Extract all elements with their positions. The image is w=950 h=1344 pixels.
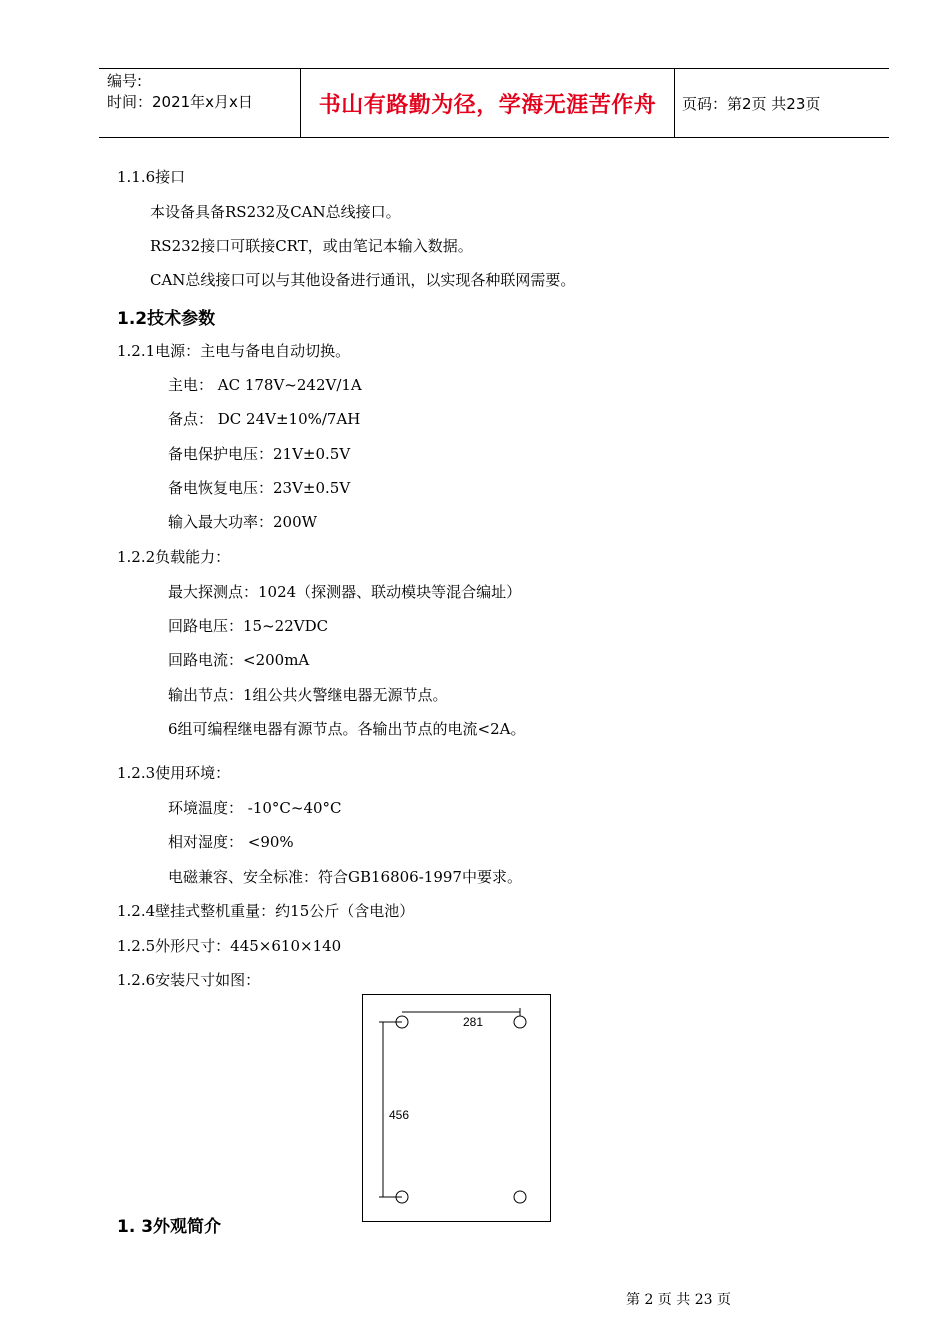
section-1-3-heading: 1. 3外观简介 [117, 1217, 222, 1237]
list-item: 环境温度： -10°C~40°C [168, 799, 342, 817]
list-item: 主电： AC 178V~242V/1A [168, 376, 362, 394]
header-meta [107, 71, 253, 113]
list-item: 最大探测点：1024（探测器、联动模块等混合编址） [168, 583, 522, 601]
mount-hole-top-right [514, 1016, 526, 1028]
paragraph: RS232接口可联接CRT，或由笔记本输入数据。 [150, 237, 473, 255]
section-1-2-6: 1.2.6安装尺寸如图： [117, 971, 261, 989]
page-header [99, 68, 889, 138]
section-1-2-3-title: 1.2.3使用环境： [117, 764, 231, 782]
header-time-label: 时间：2021年x月x日 [107, 93, 253, 111]
list-item: 输入最大功率：200W [168, 513, 318, 531]
section-1-1-6-title: 1.1.6接口 [117, 168, 186, 186]
paragraph: CAN总线接口可以与其他设备进行通讯，以实现各种联网需要。 [150, 271, 576, 289]
list-item: 备电保护电压：21V±0.5V [168, 445, 351, 463]
height-label: 456 [389, 1108, 410, 1122]
header-motto: 书山有路勤为径，学海无涯苦作舟 [318, 92, 657, 118]
page-footer: 第 2 页 共 23 页 [626, 1292, 731, 1308]
section-1-2-1-title: 1.2.1电源：主电与备电自动切换。 [117, 342, 351, 360]
mount-hole-bottom-right [514, 1191, 526, 1203]
width-label: 281 [463, 1015, 484, 1029]
list-item: 电磁兼容、安全标准：符合GB16806-1997中要求。 [168, 868, 522, 886]
header-divider [674, 69, 675, 137]
list-item: 备点： DC 24V±10%/7AH [168, 410, 361, 428]
list-item: 相对湿度： <90% [168, 833, 294, 851]
section-1-2-4: 1.2.4壁挂式整机重量：约15公斤（含电池） [117, 902, 415, 920]
list-item: 输出节点：1组公共火警继电器无源节点。 [168, 686, 448, 704]
header-page-label: 页码：第2页 共23页 [682, 95, 821, 113]
section-1-2-5: 1.2.5外形尺寸：445×610×140 [117, 937, 342, 955]
list-item: 回路电压：15~22VDC [168, 617, 329, 635]
section-1-2-2-title: 1.2.2负载能力： [117, 548, 231, 566]
header-number-label: 编号: [107, 72, 143, 90]
section-1-2-heading: 1.2技术参数 [117, 309, 216, 329]
list-item: 备电恢复电压：23V±0.5V [168, 479, 351, 497]
mounting-dimension-diagram [362, 994, 551, 1222]
list-item: 6组可编程继电器有源节点。各输出节点的电流<2A。 [168, 720, 526, 738]
paragraph: 本设备具备RS232及CAN总线接口。 [150, 203, 401, 221]
list-item: 回路电流：<200mA [168, 651, 310, 669]
